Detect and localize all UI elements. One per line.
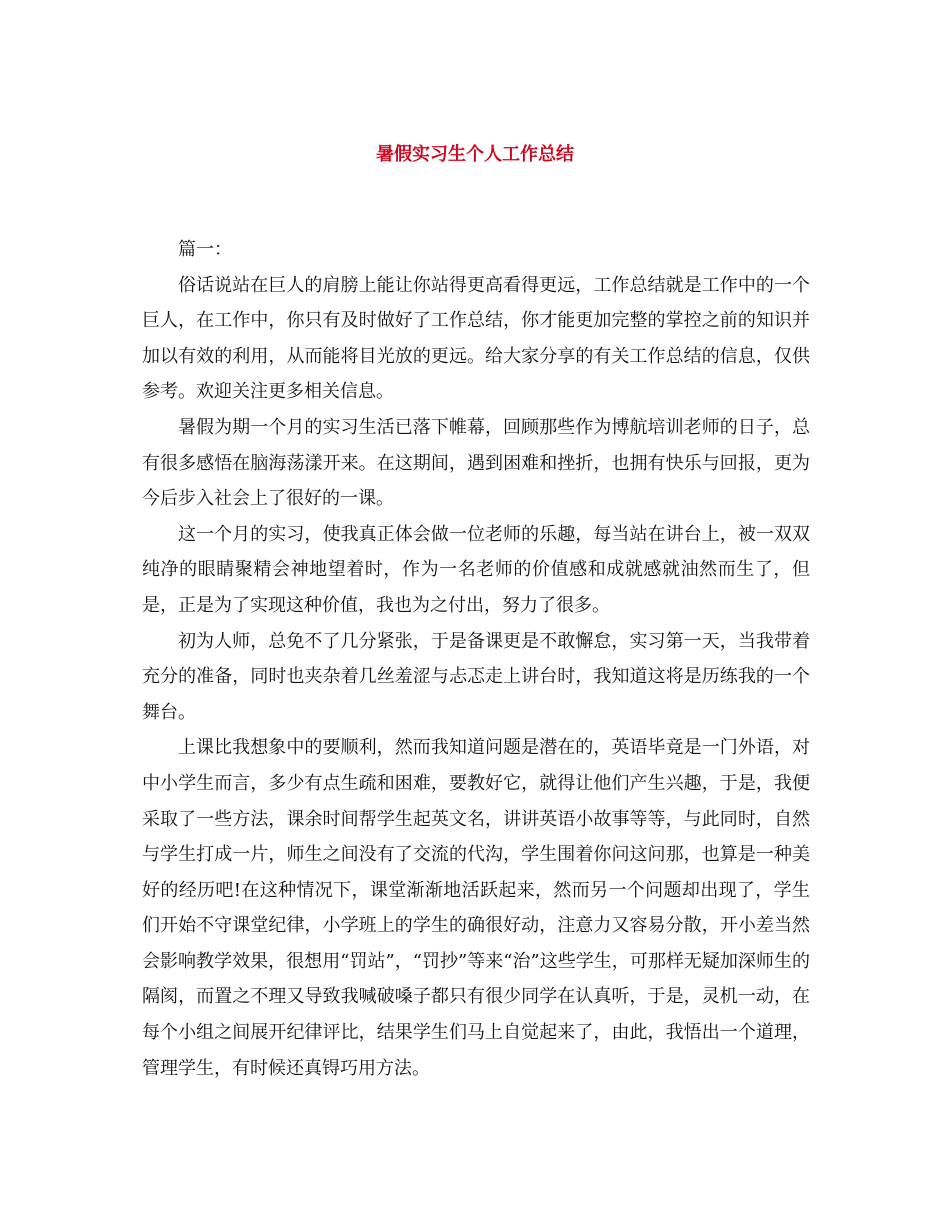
paragraph: 俗话说站在巨人的肩膀上能让你站得更高看得更远，工作总结就是工作中的一个巨人，在工作中，你只有及时做好了工作总结，你才能更加完整的掌控之前的知识并加以有效的利用，从而能将目光放的更远。给大家分享的有关工作总结的信息，仅供参考。欢迎关注更多相关信息。 <box>142 274 810 403</box>
section-label: 篇一： <box>178 239 232 260</box>
paragraph: 上课比我想象中的要顺利，然而我知道问题是潜在的，英语毕竟是一门外语，对中小学生而言，多少有点生疏和困难，要教好它，就得让他们产生兴趣，于是，我便采取了一些方法，课余时间帮学生起英文名，讲讲英语小故事等等，与此同时，自然与学生打成一片，师生之间没有了交流的代沟，学生围着你问这问那，也算是一种美好的经历吧!在这种情况下，课堂渐渐地活跃起来，然而另一个问题却出现了，学生们开始不守课堂纪律，小学班上的学生的确很好动，注意力又容易分散，开小差当然会影响教学效果，很想用“罚站”，“罚抄”等来“治”这些学生，可那样无疑加深师生的隔阂，而置之不理又导致我喊破嗓子都只有很少同学在认真听，于是，灵机一动，在每个小组之间展开纪律评比，结果学生们马上自觉起来了，由此，我悟出一个道理，管理学生，有时候还真锝巧用方法。 <box>142 737 810 1079</box>
paragraph: 这一个月的实习，使我真正体会做一位老师的乐趣，每当站在讲台上，被一双双纯净的眼睛聚精会神地望着时，作为一名老师的价值感和成就感就油然而生了，但是，正是为了实现这种价值，我也为之付出，努力了很多。 <box>142 523 810 616</box>
document-title: 暑假实习生个人工作总结 <box>376 144 574 165</box>
paragraph: 暑假为期一个月的实习生活已落下帷幕，回顾那些作为博航培训老师的日子，总有很多感悟在脑海荡漾开来。在这期间，遇到困难和挫折，也拥有快乐与回报，更为今后步入社会上了很好的一课。 <box>142 416 810 510</box>
paragraph: 初为人师，总免不了几分紧张，于是备课更是不敢懈怠，实习第一天，当我带着充分的准备，同时也夹杂着几丝羞涩与忐忑走上讲台时，我知道这将是历练我的一个舞台。 <box>142 630 810 723</box>
document-body <box>142 232 810 1086</box>
